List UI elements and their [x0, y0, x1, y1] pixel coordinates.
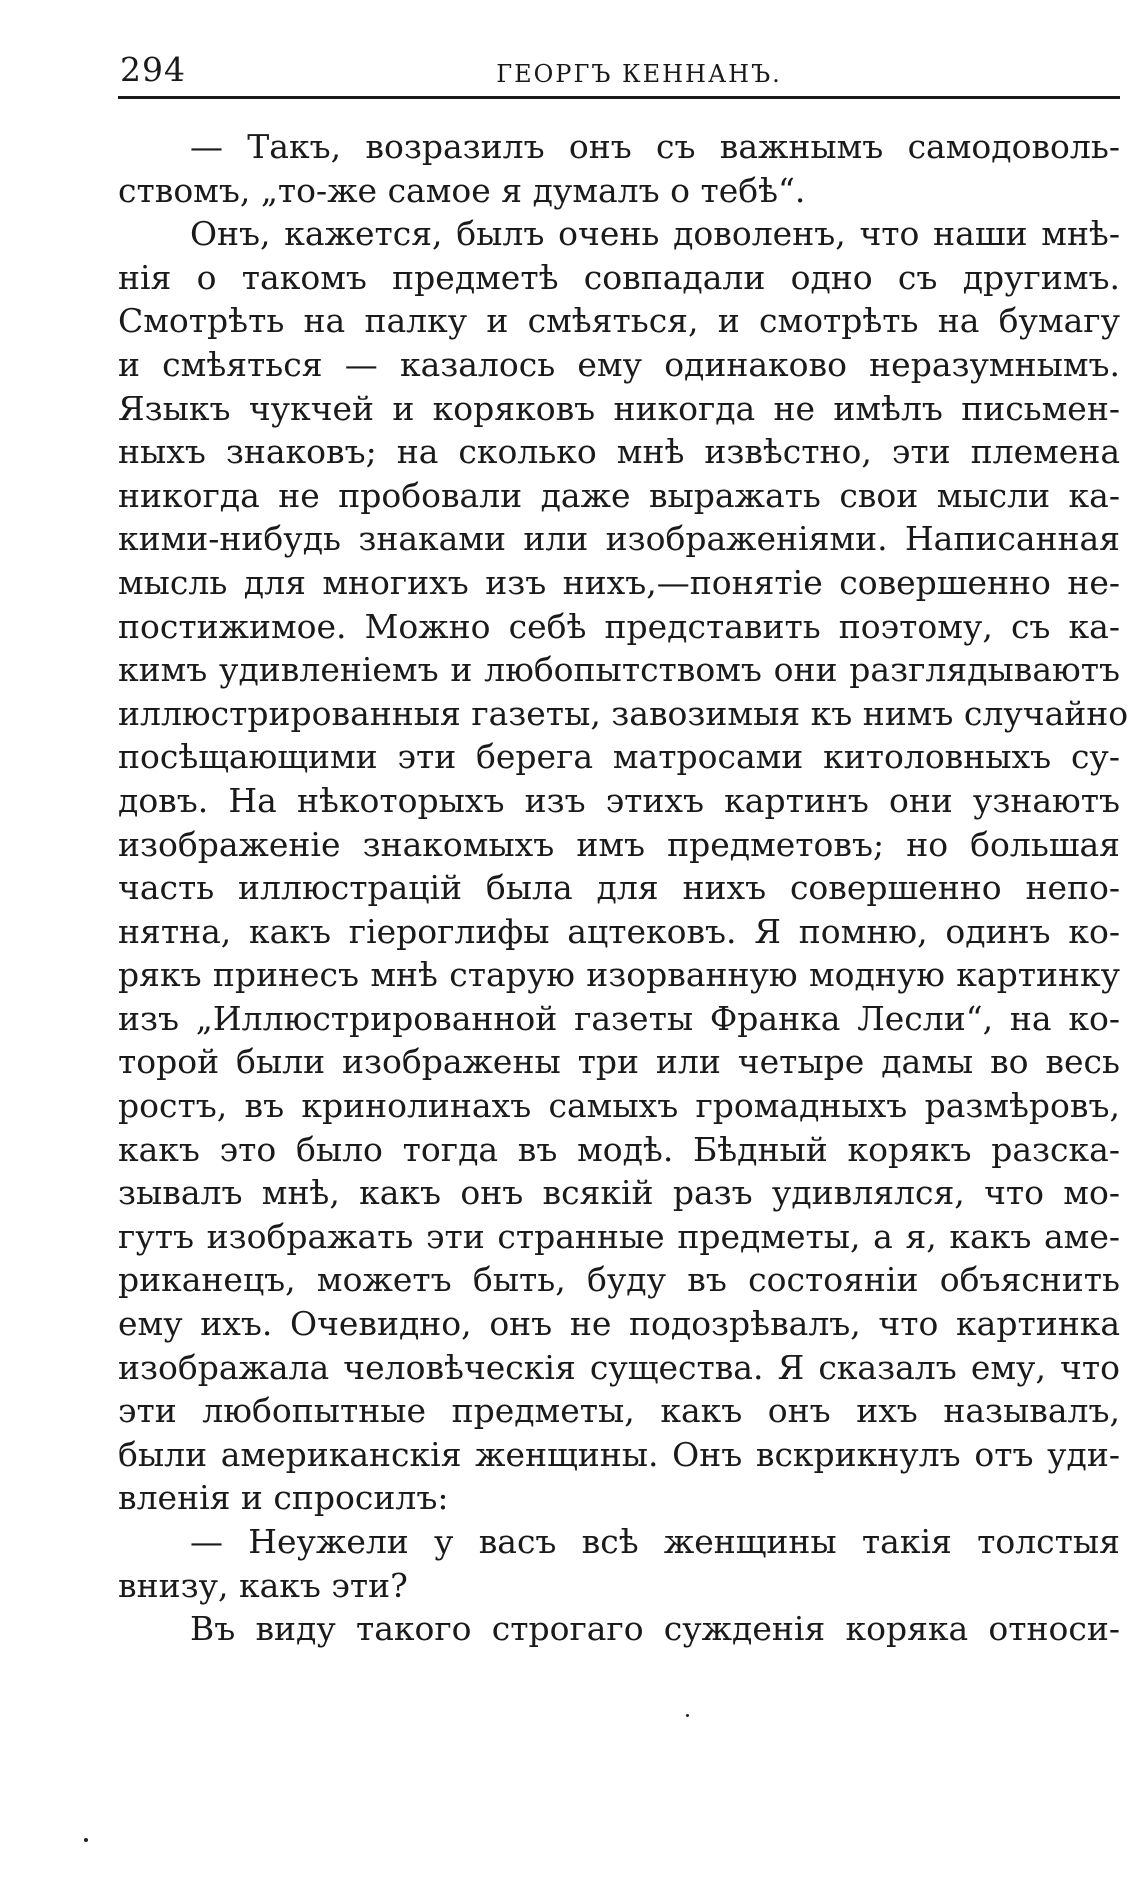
text-line: Въ виду такого строгаго сужденія коряка относи- — [190, 1609, 1120, 1649]
text-line: ростъ, въ кринолинахъ самыхъ громадныхъ размѣровъ, — [118, 1086, 1120, 1126]
text-line: довъ. На нѣкоторыхъ изъ этихъ картинъ они узнаютъ — [118, 780, 1120, 820]
paragraph — [118, 1607, 1120, 1651]
text-line: — Неужели у васъ всѣ женщины такія толстыя — [190, 1522, 1120, 1561]
text-line: зывалъ мнѣ, какъ онъ всякій разъ удивлялся, что мо- — [118, 1173, 1120, 1213]
text-line: иллюстрированныя газеты, завозимыя къ нимъ случайно — [118, 693, 1129, 733]
text-line: были американскія женщины. Онъ вскрикнулъ отъ уди- — [118, 1434, 1120, 1474]
text-line: Смотрѣть на палку и смѣяться, и смотрѣть на бумагу — [118, 301, 1120, 341]
print-speck — [84, 1838, 88, 1842]
text-line: постижимое. Можно себѣ представить поэтому, съ ка- — [118, 606, 1120, 646]
text-line: изъ „Иллюстрированной газеты Франка Лесли“, на ко- — [118, 998, 1120, 1038]
text-line: изображала человѣческія существа. Я сказалъ ему, что — [118, 1347, 1120, 1387]
text-line: ствомъ, „то-же самое я думалъ о тебѣ“. — [118, 170, 806, 210]
text-line: никогда не пробовали даже выражать свои мысли ка- — [118, 475, 1120, 515]
paragraph — [118, 1520, 1120, 1607]
text-line: кимъ удивленіемъ и любопытствомъ они разглядываютъ — [118, 650, 1120, 690]
text-line: Языкъ чукчей и коряковъ никогда не имѣлъ письмен- — [118, 388, 1120, 428]
body-text — [118, 125, 1129, 1651]
text-line: мысль для многихъ изъ нихъ,—понятіе совершенно не- — [118, 562, 1120, 602]
page-header — [118, 48, 1120, 99]
text-line: часть иллюстрацій была для нихъ совершенно непо- — [118, 868, 1120, 908]
text-line: рякъ принесъ мнѣ старую изорванную модную картинку — [118, 955, 1120, 995]
text-line: какъ это было тогда въ модѣ. Бѣдный корякъ разска- — [118, 1129, 1120, 1169]
text-line: гутъ изображать эти странные предметы, а я, какъ аме- — [118, 1216, 1120, 1256]
paragraph — [118, 125, 1120, 212]
text-line: эти любопытные предметы, какъ онъ ихъ называлъ, — [118, 1391, 1120, 1431]
running-title: ГЕОРГЪ КЕННАНЪ. — [496, 60, 782, 88]
print-speck — [686, 1714, 689, 1717]
text-line: вленія и спросилъ: — [118, 1478, 449, 1518]
text-line: нія о такомъ предметѣ совпадали одно съ другимъ. — [118, 257, 1120, 297]
text-line: торой были изображены три или четыре дамы во весь — [118, 1042, 1120, 1082]
text-line: изображеніе знакомыхъ имъ предметовъ; но большая — [118, 824, 1120, 864]
text-line: ныхъ знаковъ; на сколько мнѣ извѣстно, эти племена — [118, 432, 1120, 472]
text-line: Онъ, кажется, былъ очень доволенъ, что наши мнѣ- — [190, 214, 1120, 254]
page-number: 294 — [120, 50, 186, 89]
text-line: посѣщающими эти берега матросами китоловныхъ су- — [118, 737, 1120, 777]
book-page — [118, 48, 1129, 1651]
text-line: нятна, какъ гіероглифы ацтековъ. Я помню, одинъ ко- — [118, 911, 1120, 951]
text-line: внизу, какъ эти? — [118, 1565, 408, 1605]
text-line: ему ихъ. Очевидно, онъ не подозрѣвалъ, что картинка — [118, 1304, 1120, 1344]
paragraph — [118, 212, 1129, 1520]
text-line: кими-нибудь знаками или изображеніями. Написанная — [118, 519, 1120, 559]
text-line: и смѣяться — казалось ему одинаково неразумнымъ. — [118, 344, 1120, 384]
text-line: — Такъ, возразилъ онъ съ важнымъ самодоволь- — [190, 127, 1120, 166]
text-line: риканецъ, можетъ быть, буду въ состояніи объяснить — [118, 1260, 1120, 1300]
